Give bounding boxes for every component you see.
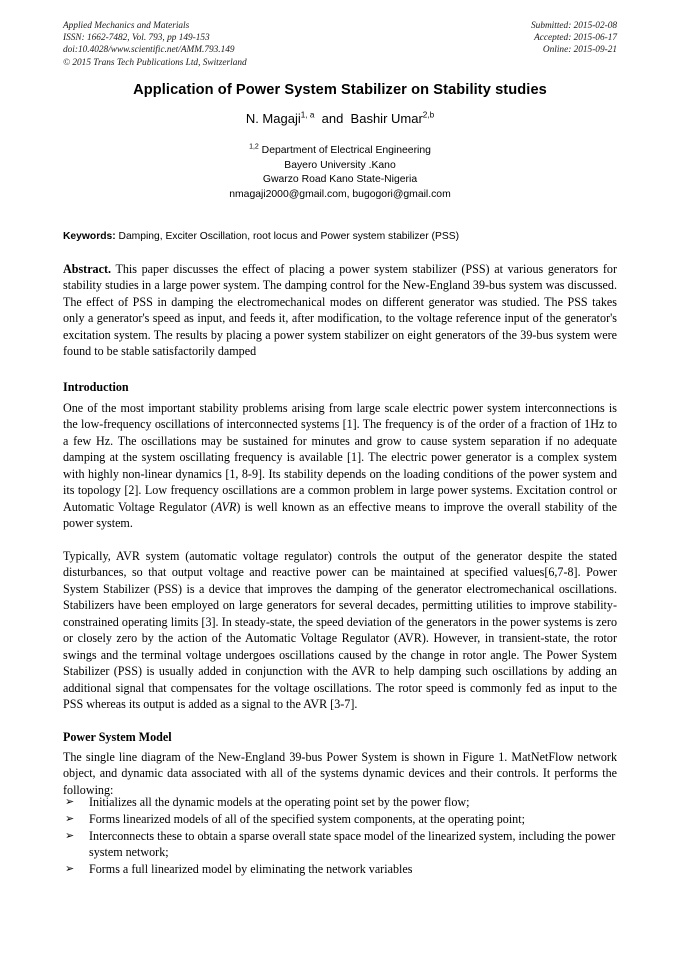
journal-copyright: © 2015 Trans Tech Publications Ltd, Switzerland	[63, 57, 247, 68]
arrowhead-bullet-icon: ➢	[65, 811, 75, 825]
author-first-superscript: 1, a	[300, 110, 315, 120]
page-title: Application of Power System Stabilizer on Stability studies	[133, 82, 547, 98]
affiliation-department-line	[63, 144, 617, 159]
introduction-paragraph-1	[63, 400, 617, 532]
online-date: Online: 2015-09-21	[542, 45, 617, 56]
keywords-line	[63, 230, 617, 244]
list-item	[63, 811, 617, 827]
author-second-superscript: 2,b	[422, 110, 435, 120]
author-first-name: N. Magaji	[245, 111, 301, 126]
list-item-text: Forms a full linearized model by eliminating the network variables	[89, 862, 413, 877]
arrowhead-bullet-icon: ➢	[65, 862, 75, 876]
arrowhead-bullet-icon: ➢	[65, 795, 75, 808]
author-second-name: Bashir Umar	[350, 111, 423, 126]
keywords-label: Keywords:	[63, 231, 116, 242]
abstract-label: Abstract.	[63, 262, 112, 276]
intro-p1-part-1: One of the most important stability problems arising from large scale electric power system interconnections is the low-frequency oscillations of interconnected systems [1]. The frequency is of the order of a fraction of 1Hz to a few Hz. The oscillations may be sustained for minutes and grow to cause system separation if no adequate damping at the system oscillating frequency is available [1]. The electric power generator is a complex system with highly non-linear dynamics [1, 8-9]. Its stability depends on the loading conditions of the power system and its topology [2]. Low frequency oscillations are a common problem in large power systems. Excitation control or Automatic Voltage Regulator (	[63, 401, 617, 514]
keywords-text: Damping, Exciter Oscillation, root locus and Power system stabilizer (PSS)	[115, 231, 460, 242]
affiliation-superscript: 1,2	[249, 143, 259, 151]
journal-header-left	[63, 20, 247, 69]
author-list	[63, 110, 617, 127]
accepted-date: Accepted: 2015-06-17	[534, 33, 617, 44]
section-heading-power-system-model: Power System Model	[63, 730, 172, 744]
affiliation-emails: nmagaji2000@gmail.com, bugogori@gmail.com	[229, 188, 451, 200]
journal-name: Applied Mechanics and Materials	[63, 21, 190, 31]
section-heading-introduction: Introduction	[63, 380, 129, 394]
affiliation-block	[63, 144, 617, 202]
arrowhead-bullet-icon: ➢	[65, 828, 75, 842]
intro-p1-part-2: ) is well known as an effective means to improve the overall stability of the power system.	[63, 499, 617, 531]
list-item-text: Interconnects these to obtain a sparse overall state space model of the linearized system, including the power system network;	[89, 828, 616, 860]
journal-issn-line: ISSN: 1662-7482, Vol. 793, pp 149-153	[63, 33, 210, 44]
journal-header	[63, 20, 617, 69]
affiliation-department: Department of Electrical Engineering	[258, 145, 431, 156]
power-system-model-paragraph-1: The single line diagram of the New-England 39-bus Power System is shown in Figure 1. MatNetFlow network object, and dynamic data associated with all of the systems dynamic devices and their controls. It performs the following:	[63, 750, 617, 797]
abstract-text: This paper discusses the effect of placing a power system stabilizer (PSS) at various generators for stability studies in a large power system. The damping control for the New-England 39-bus system was discussed. The effect of PSS in damping the electromechanical modes on different generator was studied. The PSS takes only a generator's speed as input, and feeds it, after modification, to the voltage reference input of the generator's excitation system. The results by placing a power system stabilizer on eight generators of the 39-bus system were found to be stable satisfactorily damped	[63, 262, 617, 359]
journal-header-right	[531, 20, 617, 57]
author-separator: and	[314, 111, 351, 126]
introduction-paragraph-2: Typically, AVR system (automatic voltage regulator) controls the output of the generator despite the stated disturbances, so that output voltage and reactive power can be maintained at specified values[6,7-8]. Power System Stabilizer (PSS) is a device that improves the damping of the generator electromechanical oscillations. Stabilizers have been employed on large generators for several decades, permitting utilities to improve stability-constrained operating limits [3]. In steady-state, the speed deviation of the generators in the power systems is zero or closely zero by the action of the Automatic Voltage Regulator (AVR). However, in transient-state, the rotor swings and the terminal voltage undergoes oscillations caused by the change in rotor angle. The Power System Stabilizer (PSS) is usually added in conjunction with the AVR to help damping such oscillations by adding an additional signal that compensates for the voltage oscillations. The rotor speed is commonly fed as input to the PSS whereas its output is added as a signal to the AVR [3-7].	[63, 549, 617, 712]
list-item-text: Initializes all the dynamic models at the operating point set by the power flow;	[89, 795, 470, 809]
list-item-text: Forms linearized models of all of the specified system components, at the operating point;	[89, 811, 525, 826]
avr-italic-term: AVR	[214, 499, 237, 514]
list-item	[63, 794, 617, 810]
list-item	[63, 861, 617, 877]
abstract-block	[63, 261, 617, 360]
submitted-date: Submitted: 2015-02-08	[531, 21, 617, 31]
list-item	[63, 828, 617, 861]
journal-doi: doi:10.4028/www.scientific.net/AMM.793.149	[63, 45, 235, 56]
affiliation-university: Bayero University .Kano	[284, 159, 396, 171]
affiliation-address: Gwarzo Road Kano State-Nigeria	[262, 174, 418, 186]
power-system-model-bullet-list	[63, 794, 617, 878]
